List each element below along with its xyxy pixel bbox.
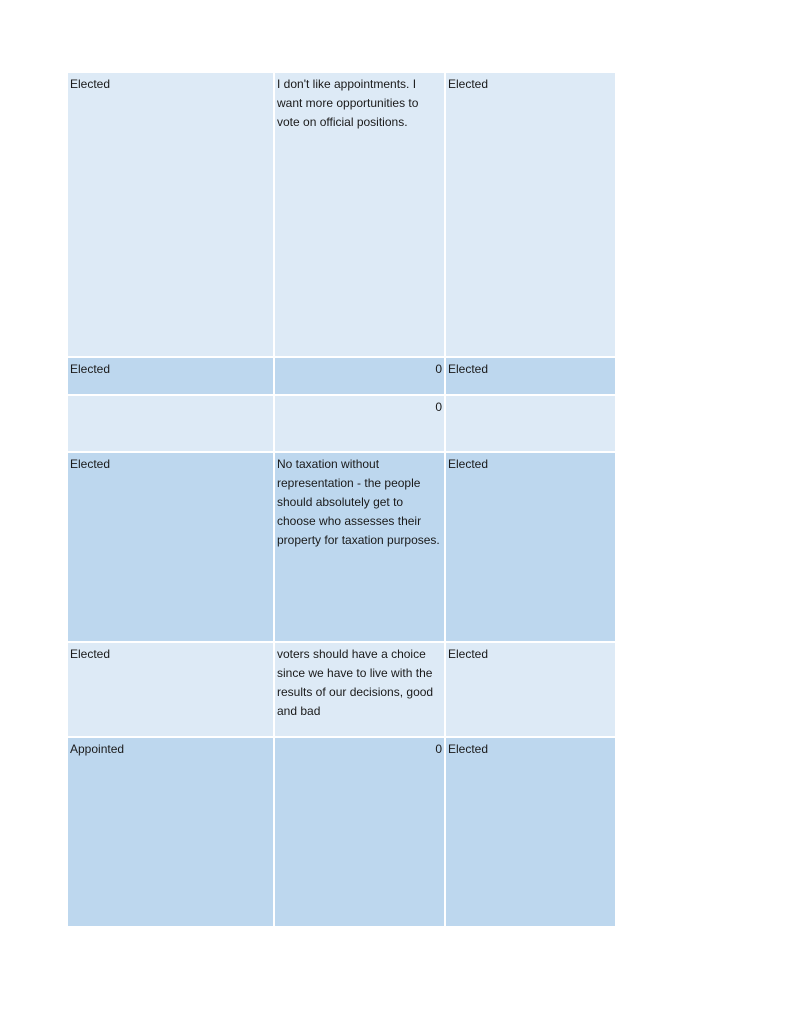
table-row [67,452,616,642]
cell-comment[interactable]: 0 [274,737,445,927]
cell-election-choice-2[interactable]: Elected [445,357,616,395]
cell-comment[interactable]: 0 [274,357,445,395]
table-row [67,357,616,395]
cell-election-choice[interactable]: Elected [67,357,274,395]
table-row [67,72,616,357]
cell-comment[interactable]: No taxation without representation - the people should absolutely get to choose who assesses their property for taxation purposes. [274,452,445,642]
cell-election-choice-2[interactable]: Elected [445,72,616,357]
spreadsheet-table [66,71,617,928]
cell-election-choice[interactable] [67,395,274,452]
cell-election-choice-2[interactable]: Elected [445,452,616,642]
cell-election-choice-2[interactable]: Elected [445,737,616,927]
cell-comment[interactable]: voters should have a choice since we have to live with the results of our decisions, good and bad [274,642,445,737]
table-row [67,737,616,927]
table-row [67,642,616,737]
cell-comment[interactable]: 0 [274,395,445,452]
cell-election-choice-2[interactable]: Elected [445,642,616,737]
cell-election-choice[interactable]: Elected [67,452,274,642]
cell-election-choice[interactable]: Appointed [67,737,274,927]
table-row [67,395,616,452]
cell-election-choice[interactable]: Elected [67,642,274,737]
cell-election-choice-2[interactable] [445,395,616,452]
cell-election-choice[interactable]: Elected [67,72,274,357]
cell-comment[interactable]: I don't like appointments. I want more opportunities to vote on official positions. [274,72,445,357]
